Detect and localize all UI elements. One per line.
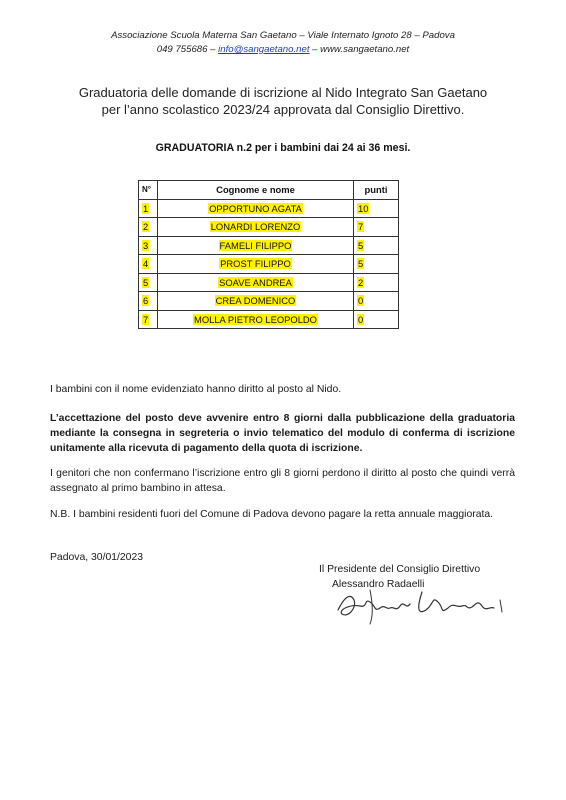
confirmation-paragraph: I genitori che non confermano l’iscrizione entro gli 8 giorni perdono il diritto al posto che quindi verrà assegnato al primo bambino in attesa. [50,468,515,494]
row-num: 4 [139,255,158,274]
table-row [139,292,399,311]
org-email-link[interactable]: info@sangaetano.net [218,44,310,55]
document-title-line1: Graduatoria delle domande di iscrizione al Nido Integrato San Gaetano [78,85,488,100]
org-phone: 049 755686 – [156,44,219,55]
row-points: 7 [354,218,399,237]
ranking-subtitle: GRADUATORIA n.2 per i bambini dai 24 ai 36 mesi. [155,142,411,154]
notice-paragraph: I bambini con il nome evidenziato hanno diritto al posto al Nido. [50,384,342,395]
row-num: 2 [139,218,158,237]
signer-role: Il Presidente del Consiglio Direttivo [319,564,481,575]
handwritten-signature [330,580,515,630]
header-points: punti [354,181,399,200]
row-num: 5 [139,273,158,292]
row-num: 3 [139,236,158,255]
row-name: PROST FILIPPO [158,255,354,274]
row-points: 5 [354,255,399,274]
document-date: Padova, 30/01/2023 [50,552,144,563]
row-name: FAMELI FILIPPO [158,236,354,255]
row-points: 10 [354,199,399,218]
org-website: www.sangaetano.net [320,44,410,55]
row-points: 5 [354,236,399,255]
document-title-line2: per l’anno scolastico 2023/24 approvata dal Consiglio Direttivo. [101,102,465,117]
row-name: MOLLA PIETRO LEOPOLDO [158,310,354,329]
row-num: 7 [139,310,158,329]
contact-separator: – [309,44,321,55]
row-name: SOAVE ANDREA [158,273,354,292]
table-row [139,273,399,292]
row-num: 6 [139,292,158,311]
table-row [139,218,399,237]
table-row [139,236,399,255]
row-points: 0 [354,292,399,311]
row-points: 0 [354,310,399,329]
nb-paragraph: N.B. I bambini residenti fuori del Comune di Padova devono pagare la retta annuale maggiorata. [50,509,494,520]
header-num: N° [139,181,158,200]
ranking-table [138,180,399,329]
table-header-row [139,181,399,200]
row-name: OPPORTUNO AGATA [158,199,354,218]
table-row [139,310,399,329]
acceptance-paragraph: L’accettazione del posto deve avvenire entro 8 giorni dalla pubblicazione della graduatoria mediante la consegna in segreteria o invio telematico del modulo di conferma di iscrizione unitamente alla ricevuta di pagamento della quota di iscrizione. [50,413,515,454]
row-points: 2 [354,273,399,292]
org-header-line: Associazione Scuola Materna San Gaetano – Viale Internato Ignoto 28 – Padova [111,30,455,41]
table-row [139,199,399,218]
header-name: Cognome e nome [158,181,354,200]
table-row [139,255,399,274]
org-contact-line [0,44,566,55]
signer-name: Alessandro Radaelli [332,579,425,590]
row-num: 1 [139,199,158,218]
row-name: LONARDI LORENZO [158,218,354,237]
row-name: CREA DOMENICO [158,292,354,311]
